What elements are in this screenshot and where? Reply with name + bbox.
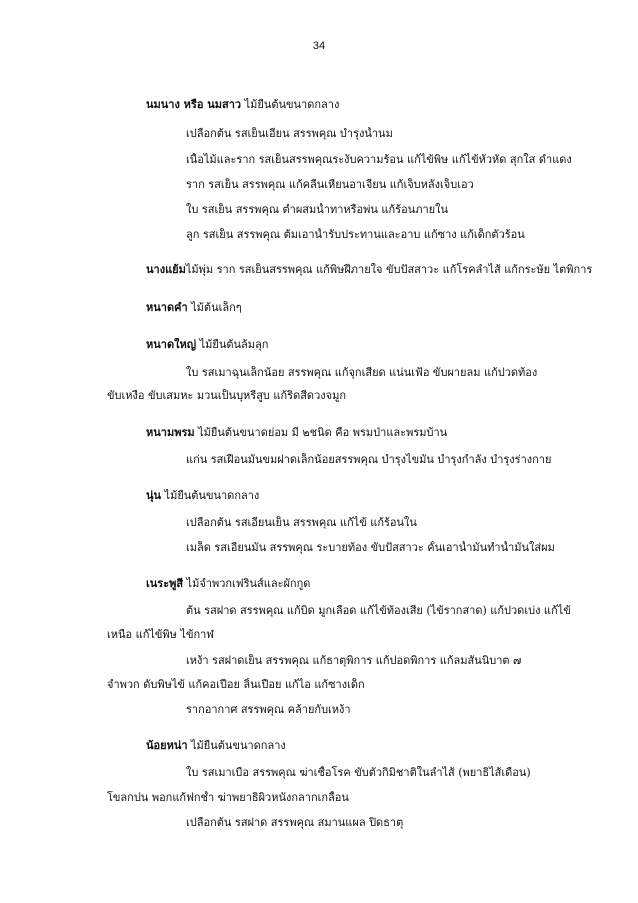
entry-line: แก่น รสเฝื่อนมันขมฝาดเล็กน้อยสรรพคุณ บำรุงไขมัน บำรุงกำลัง บำรุงร่างกาย [186, 453, 552, 466]
page-number: 34 [312, 40, 326, 52]
entry-description: ไม้ยืนต้นขนาดย่อม มี ๒ชนิด คือ พรมป่าและพรมบ้าน [194, 426, 448, 439]
entry-heading [146, 577, 310, 591]
entry-title: หนามพรม [146, 426, 195, 439]
entry-description: ไม้ยืนต้นขนาดกลาง [241, 98, 340, 111]
entry-continuation: ขับเหงื่อ ขับเสมหะ มวนเป็นบุหรี่สูบ แก้ริดสีดวงจมูก [107, 389, 346, 402]
entry-line: ต้น รสฝาด สรรพคุณ แก้บิด มูกเลือด แก้ไข้ท้องเสีย (ไข้รากสาด) แก้ปวดเบ่ง แก้ไข้ [186, 604, 571, 617]
entry-heading [146, 98, 339, 112]
entry-title: นมนาง หรือ นมสาว [146, 98, 242, 111]
entry-line: เนื้อไม้และราก รสเย็นสรรพคุณระงับความร้อน แก้ไข้พิษ แก้ไข้หัวหัด สุกใส ดำแดง [186, 153, 572, 166]
entry-line: ใบ รสเมาเบื่อ สรรพคุณ ฆ่าเชื้อโรค ขับตัวกิมิชาติในลำไส้ (พยาธิไส้เดือน) [186, 766, 531, 779]
entry-title: นุ่น [146, 489, 162, 502]
entry-description: ไม้พุ่ม ราก รสเย็นสรรพคุณ แก้พิษฝีภายใจ ขับปัสสาวะ แก้โรคลำไส้ แก้กระษัย ไตพิการ [185, 263, 593, 276]
entry-heading [146, 338, 268, 352]
entry-line: เปลือกต้น รสเอียนเย็น สรรพคุณ แก้ไข้ แก้ร้อนใน [186, 516, 417, 529]
entry-heading [146, 489, 259, 503]
entry-line: เปลือกต้น รสฝาด สรรพคุณ สมานแผล ปิดธาตุ [186, 816, 404, 829]
entry-description: ไม้ต้นเล็กๆ [187, 301, 242, 314]
entry-description: ไม้จำพวกเฟรินส์และผักกูด [183, 577, 311, 590]
entry-line: ราก รสเย็น สรรพคุณ แก้คลื่นเหียนอาเจียน แก้เจ็บหลังเจ็บเอว [186, 178, 474, 191]
entry-line: ลูก รสเย็น สรรพคุณ ต้มเอาน้ำรับประทานและอาบ แก้ซาง แก้เด็กตัวร้อน [186, 228, 525, 241]
entry-line: เหง้า รสฝาดเย็น สรรพคุณ แก้ธาตุพิการ แก้ปอดพิการ แก้ลมสันนิบาต ๗ [186, 654, 522, 667]
entry-heading [146, 739, 286, 753]
entry-title: หนาดใหญ่ [146, 338, 197, 351]
entry-title: น้อยหน่า [146, 739, 188, 752]
entry-line: เมล็ด รสเอียนมัน สรรพคุณ ระบายท้อง ขับปัสสาวะ คั้นเอาน้ำมันทำน้ำมันใส่ผม [186, 541, 555, 554]
entry-line: รากอากาศ สรรพคุณ คล้ายกับเหง้า [186, 703, 351, 716]
entry-continuation: เหนือ แก้ไข้พิษ ไข้กาฬ [107, 628, 214, 641]
entry-heading [146, 426, 447, 440]
entry-description: ไม้ยืนต้นขนาดกลาง [187, 739, 286, 752]
entry-heading [146, 301, 242, 315]
entry-title: หนาดคำ [146, 301, 188, 314]
entry-line: ใบ รสเย็น สรรพคุณ ตำผสมน้ำทาหรือพ่น แก้ร้อนภายใน [186, 203, 448, 216]
entry-title: นางแย้ม [146, 263, 186, 276]
entry-continuation: จำพวก ดับพิษไข้ แก้คอเปื่อย ลิ้นเปื่อย แก้ไอ แก้ซางเด็ก [107, 678, 365, 691]
entry-line: ใบ รสเมาฉุนเล็กน้อย สรรพคุณ แก้จุกเสียด แน่นเฟ้อ ขับผายลม แก้ปวดท้อง [186, 366, 538, 379]
entry-description: ไม้ยืนต้นขนาดกลาง [161, 489, 260, 502]
entry-line: เปลือกต้น รสเย็นเอียน สรรพคุณ บำรุงน้ำนม [186, 127, 393, 140]
entry-description: ไม้ยืนต้นล้มลุก [196, 338, 269, 351]
entry-title: เนระพูสี [146, 577, 184, 590]
entry-heading [146, 263, 592, 277]
entry-continuation: โขลกปน พอกแก้ฟกช้ำ ฆ่าพยาธิผิวหนังกลากเกลื้อน [107, 791, 349, 804]
